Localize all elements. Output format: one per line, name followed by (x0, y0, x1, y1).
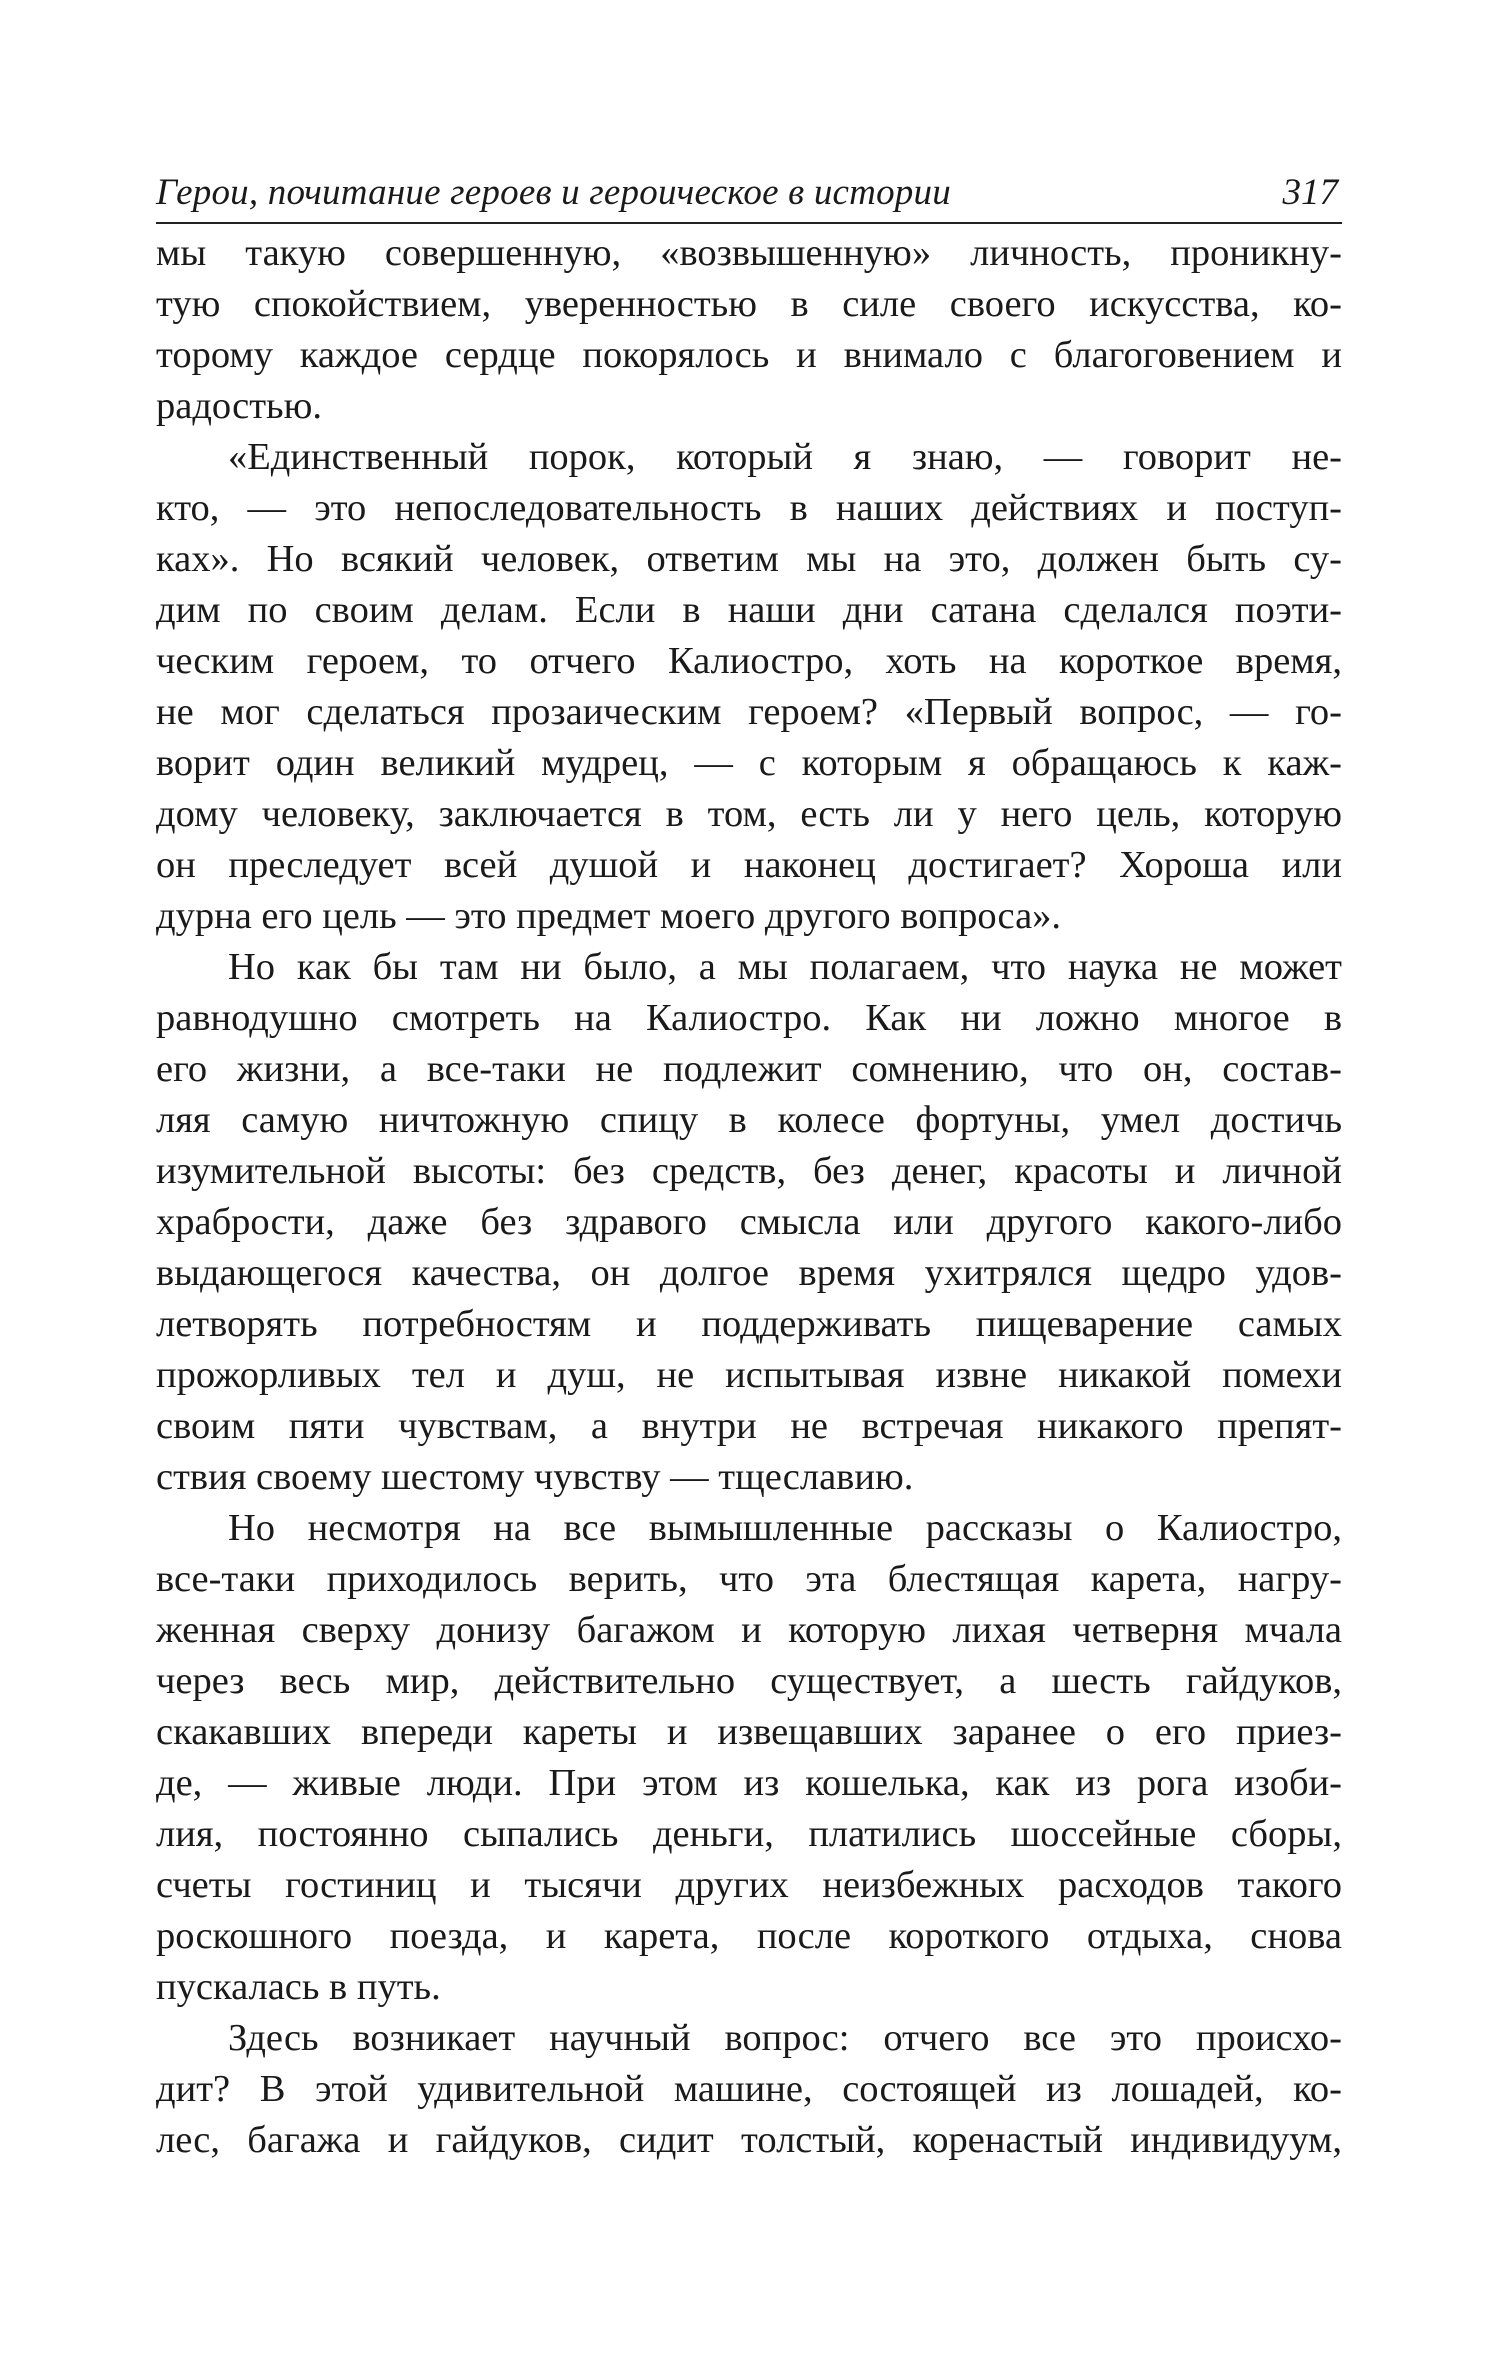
text-line: тую спокойствием, уверенностью в силе своего искусства, ко- (156, 283, 1342, 325)
text-line: дому человеку, заключается в том, есть ли у него цель, которую (156, 793, 1342, 835)
text-line: его жизни, а все-таки не подлежит сомнению, что он, состав- (156, 1048, 1342, 1090)
text-line: все-таки приходилось верить, что эта блестящая карета, нагру- (156, 1558, 1342, 1600)
text-line: ках». Но всякий человек, ответим мы на это, должен быть су- (156, 538, 1342, 580)
text-line: ворит один великий мудрец, — с которым я обращаюсь к каж- (156, 742, 1342, 784)
text-line: своим пяти чувствам, а внутри не встречая никакого препят- (156, 1405, 1342, 1447)
text-line: счеты гостиниц и тысячи других неизбежных расходов такого (156, 1864, 1342, 1906)
text-line: выдающегося качества, он долгое время ухитрялся щедро удов- (156, 1252, 1342, 1294)
text-line: дим по своим делам. Если в наши дни сатана сделался поэти- (156, 589, 1342, 631)
paragraph (156, 432, 1342, 942)
text-line: через весь мир, действительно существует, а шесть гайдуков, (156, 1660, 1342, 1702)
text-line: торому каждое сердце покорялось и внимало с благоговением и (156, 334, 1342, 376)
text-line: летворять потребностям и поддерживать пищеварение самых (156, 1303, 1342, 1345)
text-line: мы такую совершенную, «возвышенную» личность, проникну- (156, 232, 1342, 274)
text-line: Но как бы там ни было, а мы полагаем, что наука не может (228, 946, 1342, 988)
text-line: храбрости, даже без здравого смысла или другого какого-либо (156, 1201, 1342, 1243)
text-line: он преследует всей душой и наконец достигает? Хороша или (156, 844, 1342, 886)
text-line: кто, — это непоследовательность в наших действиях и поступ- (156, 487, 1342, 529)
running-title: Герои, почитание героев и героическое в истории (156, 172, 951, 213)
text-line: женная сверху донизу багажом и которую лихая четверня мчала (156, 1609, 1342, 1651)
book-page (156, 170, 1342, 2166)
text-line: прожорливых тел и душ, не испытывая извне никакой помехи (156, 1354, 1342, 1396)
paragraph (156, 2013, 1342, 2166)
text-line: лия, постоянно сыпались деньги, платились шоссейные сборы, (156, 1813, 1342, 1855)
text-line: лес, багажа и гайдуков, сидит толстый, коренастый индивидуум, (156, 2119, 1342, 2161)
text-line: скакавших впереди кареты и извещавших заранее о его приез- (156, 1711, 1342, 1753)
text-line: пускалась в путь. (156, 1966, 441, 2008)
running-header (156, 170, 1342, 224)
text-line: изумительной высоты: без средств, без денег, красоты и личной (156, 1150, 1342, 1192)
text-line: Но несмотря на все вымышленные рассказы о Калиостро, (228, 1507, 1342, 1549)
body-text (156, 228, 1342, 2166)
text-line: радостью. (156, 385, 322, 427)
page-number: 317 (1282, 172, 1338, 213)
text-line: ствия своему шестому чувству — тщеславию. (156, 1456, 914, 1498)
text-line: «Единственный порок, который я знаю, — говорит не- (228, 436, 1342, 478)
text-line: равнодушно смотреть на Калиостро. Как ни ложно многое в (156, 997, 1342, 1039)
paragraph (156, 228, 1342, 432)
text-line: дит? В этой удивительной машине, состоящей из лошадей, ко- (156, 2068, 1342, 2110)
text-line: ляя самую ничтожную спицу в колесе фортуны, умел достичь (156, 1099, 1342, 1141)
text-line: роскошного поезда, и карета, после короткого отдыха, снова (156, 1915, 1342, 1957)
text-line: ческим героем, то отчего Калиостро, хоть на короткое время, (156, 640, 1342, 682)
text-line: Здесь возникает научный вопрос: отчего все это происхо- (228, 2017, 1342, 2059)
text-line: не мог сделаться прозаическим героем? «Первый вопрос, — го- (156, 691, 1342, 733)
text-line: де, — живые люди. При этом из кошелька, как из рога изоби- (156, 1762, 1342, 1804)
paragraph (156, 1503, 1342, 2013)
paragraph (156, 942, 1342, 1503)
text-line: дурна его цель — это предмет моего другого вопроса». (156, 895, 1062, 937)
